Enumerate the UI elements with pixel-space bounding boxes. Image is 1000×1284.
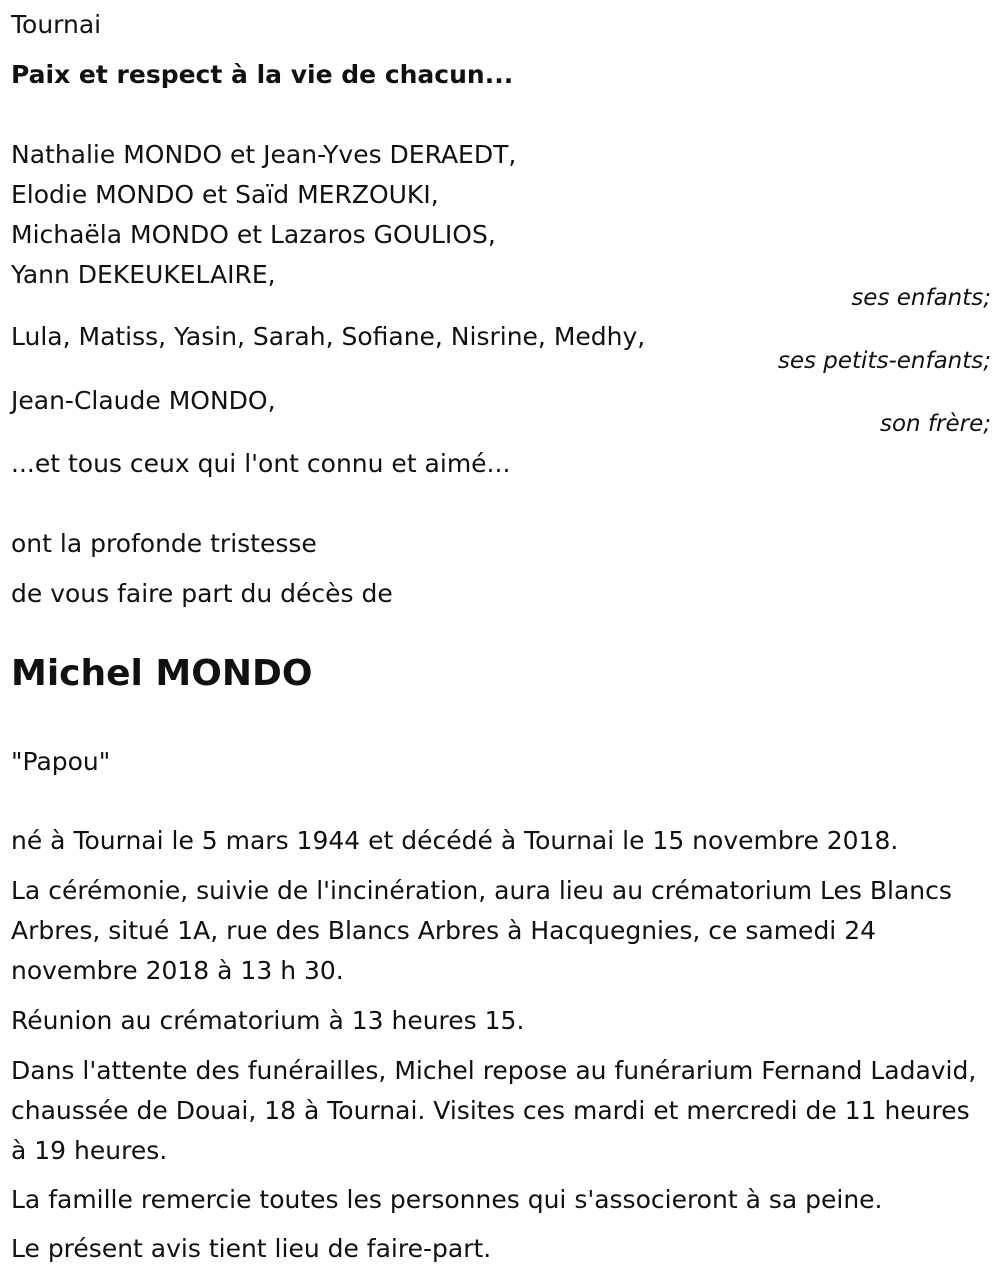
child-entry-1: Nathalie MONDO et Jean-Yves DERAEDT,: [11, 140, 517, 169]
child-entry-3: Michaëla MONDO et Lazaros GOULIOS,: [11, 220, 496, 249]
children-role: ses enfants;: [851, 285, 991, 311]
deceased-name: Michel MONDO: [11, 653, 313, 694]
meeting-line: Réunion au crématorium à 13 heures 15.: [11, 1006, 525, 1035]
grandchildren-list: Lula, Matiss, Yasin, Sarah, Sofiane, Nisrine, Medhy,: [11, 322, 646, 351]
birth-death-line: né à Tournai le 5 mars 1944 et décédé à Tournai le 15 novembre 2018.: [11, 826, 899, 855]
announcement-line-1: ont la profonde tristesse: [11, 529, 317, 558]
child-entry-4: Yann DEKEUKELAIRE,: [11, 260, 276, 289]
grandchildren-role: ses petits-enfants;: [777, 348, 991, 374]
notice-line: Le présent avis tient lieu de faire-part.: [11, 1234, 492, 1263]
deceased-nickname: "Papou": [11, 747, 111, 776]
ceremony-paragraph: La cérémonie, suivie de l'incinération, aura lieu au crématorium Les Blancs Arbres, situé 1A, rue des Blancs Arbres à Hacquegnies, ce samedi 24 novembre 2018 à 13 h 30.: [11, 876, 952, 985]
brother-entry: Jean-Claude MONDO,: [11, 386, 276, 415]
motto: Paix et respect à la vie de chacun...: [11, 60, 514, 89]
others-line: ...et tous ceux qui l'ont connu et aimé...: [11, 449, 511, 478]
obituary-notice: [11, 0, 991, 1284]
city-label: Tournai: [11, 10, 102, 39]
repose-paragraph: Dans l'attente des funérailles, Michel repose au funérarium Fernand Ladavid, chaussée de Douai, 18 à Tournai. Visites ces mardi et mercredi de 11 heures à 19 heures.: [11, 1056, 977, 1165]
thanks-line: La famille remercie toutes les personnes qui s'associeront à sa peine.: [11, 1185, 883, 1214]
brother-role: son frère;: [879, 411, 991, 437]
child-entry-2: Elodie MONDO et Saïd MERZOUKI,: [11, 180, 439, 209]
announcement-line-2: de vous faire part du décès de: [11, 579, 393, 608]
